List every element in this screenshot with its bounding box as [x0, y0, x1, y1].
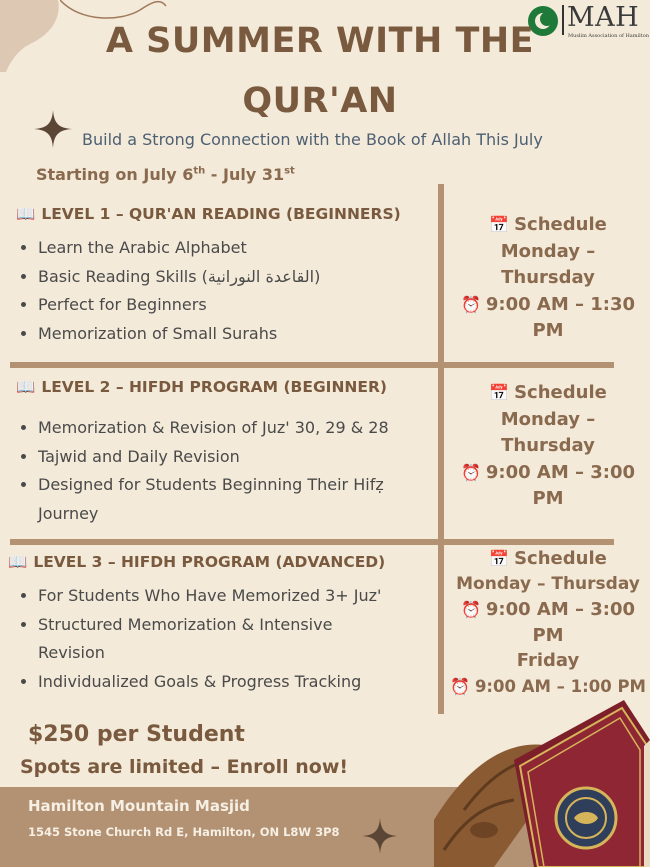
list-item: • Designed for Students Beginning Their Hifẓ Journey — [38, 471, 428, 528]
alarm-clock-icon: ⏰ — [460, 600, 481, 619]
level-1-list — [18, 234, 448, 348]
sparkle-icon — [362, 818, 398, 854]
grid-divider-horizontal-1 — [10, 362, 614, 368]
list-item: • Tajwid and Daily Revision — [38, 443, 448, 472]
level-1-schedule — [448, 212, 648, 345]
schedule-time: 9:00 AM – 3:00 PM — [485, 461, 636, 509]
page-title-line2: QUR'AN — [242, 81, 398, 121]
dates-start-suffix: th — [193, 165, 206, 177]
schedule-days: Monday – Thursday — [456, 573, 640, 594]
price: $250 per Student — [28, 722, 245, 747]
subtitle: Build a Strong Connection with the Book of Allah This July — [82, 130, 543, 149]
schedule-time-friday: 9:00 AM – 1:00 PM — [474, 676, 646, 696]
calendar-icon: 📅 — [489, 383, 510, 402]
list-item: • Structured Memorization & Intensive Revision — [38, 611, 378, 668]
list-item: • Basic Reading Skills (القاعدة النورانية) — [38, 263, 448, 292]
logo-subtext: Muslim Association of Hamilton — [568, 33, 649, 39]
level-1-title-text: LEVEL 1 – QUR'AN READING (BEGINNERS) — [41, 205, 401, 223]
venue-address: 1545 Stone Church Rd E, Hamilton, ON L8W 3P8 — [28, 825, 340, 839]
level-2-title — [16, 378, 387, 396]
level-2-title-text: LEVEL 2 – HIFDH PROGRAM (BEGINNER) — [41, 378, 387, 396]
level-2-schedule — [448, 380, 648, 513]
sparkle-icon — [34, 110, 72, 148]
list-item: • Learn the Arabic Alphabet — [38, 234, 448, 263]
schedule-heading: Schedule — [514, 382, 607, 403]
list-item: • For Students Who Have Memorized 3+ Juz' — [38, 582, 438, 611]
program-dates — [36, 165, 295, 184]
list-item: • Memorization of Small Surahs — [38, 320, 448, 349]
enroll-note: Spots are limited – Enroll now! — [20, 756, 349, 778]
schedule-heading: Schedule — [514, 214, 607, 235]
level-3-schedule — [446, 546, 650, 699]
list-item: • Perfect for Beginners — [38, 291, 448, 320]
level-2-list — [18, 414, 448, 528]
dates-start: Starting on July 6 — [36, 165, 194, 184]
dates-end-suffix: st — [284, 165, 295, 177]
schedule-days: Monday – Thursday — [500, 408, 596, 456]
book-icon: 📖 — [16, 378, 36, 396]
dates-end: - July 31 — [205, 165, 285, 184]
level-3-list — [18, 582, 438, 696]
schedule-days: Monday – Thursday — [500, 240, 596, 288]
level-3-title — [8, 553, 385, 571]
alarm-clock-icon: ⏰ — [460, 294, 481, 314]
page-title-line1: A SUMMER WITH THE — [105, 21, 535, 61]
schedule-days-friday: Friday — [516, 650, 580, 671]
level-1-title — [16, 205, 401, 223]
quran-book-icon — [424, 700, 650, 867]
venue-name: Hamilton Mountain Masjid — [28, 797, 250, 815]
schedule-time: 9:00 AM – 3:00 PM — [485, 599, 636, 646]
logo-text: MAH — [567, 2, 640, 33]
level-3-title-text: LEVEL 3 – HIFDH PROGRAM (ADVANCED) — [33, 553, 386, 571]
alarm-clock-icon: ⏰ — [450, 676, 470, 696]
book-icon: 📖 — [16, 205, 36, 223]
book-icon: 📖 — [8, 553, 28, 571]
list-item: • Individualized Goals & Progress Tracking — [38, 668, 438, 697]
schedule-time: 9:00 AM – 1:30 PM — [485, 293, 636, 341]
schedule-heading: Schedule — [514, 548, 607, 569]
calendar-icon: 📅 — [489, 549, 510, 568]
calendar-icon: 📅 — [489, 215, 510, 234]
list-item: • Memorization & Revision of Juz' 30, 29 & 28 — [38, 414, 448, 443]
alarm-clock-icon: ⏰ — [460, 462, 481, 482]
grid-divider-horizontal-2 — [10, 539, 614, 545]
